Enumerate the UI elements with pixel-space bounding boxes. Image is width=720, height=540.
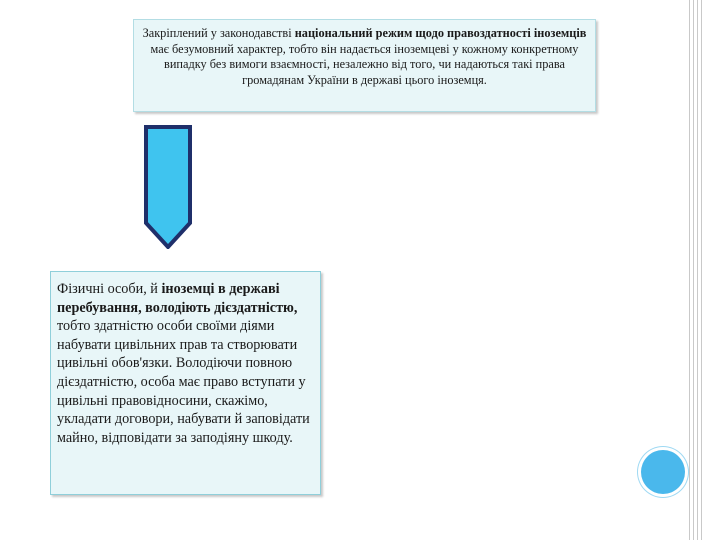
legal-capacity-box (50, 271, 321, 495)
decorative-rail (701, 0, 702, 540)
main-box-bold-1: іноземці в державі перебування, володіють дієздатністю, (57, 281, 298, 316)
national-regime-box (133, 19, 596, 112)
decorative-circle (641, 450, 685, 494)
top-box-text-2: має безумовний характер, тобто він надається іноземцеві у кожному конкретному випадку без вимоги взаємності, незалежно від того, чи надаються такі права громадянам України в державі цього іноземця. (150, 41, 579, 87)
down-arrow-shape (146, 127, 190, 247)
main-box-text-2: тобто здатністю особи своїми діями набувати цивільних прав та створювати цивільні обов'язки. Володіючи повною дієздатністю, особа має право вступати у цивільні правовідносини, скажімо, укладати договори, набувати й заповідати майно, відповідати за заподіяну шкоду. (57, 318, 310, 446)
decorative-rail (689, 0, 690, 540)
main-box-text-1: Фізичні особи, й (57, 281, 162, 297)
top-box-text-1: Закріплений у законодавстві (142, 26, 295, 40)
decorative-rail (693, 0, 694, 540)
top-box-bold-1: національний режим щодо правоздатності іноземців (294, 26, 587, 40)
down-arrow-icon (138, 125, 198, 249)
decorative-rail (697, 0, 698, 540)
